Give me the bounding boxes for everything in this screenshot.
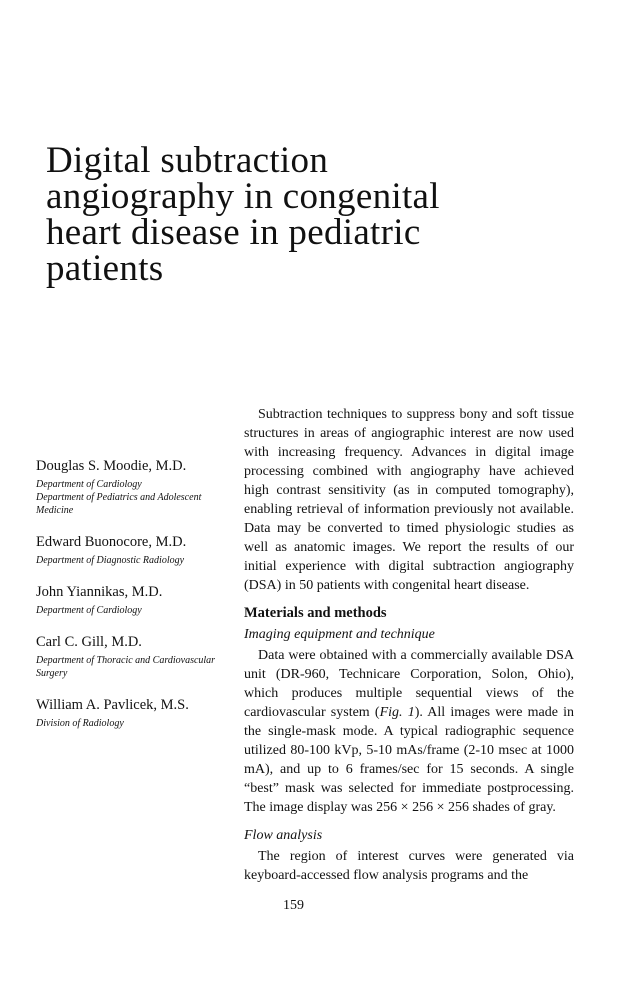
- author-affiliation: Department of Cardiology: [36, 605, 142, 616]
- author-name: William A. Pavlicek, M.S.: [36, 697, 189, 713]
- author-name: John Yiannikas, M.D.: [36, 584, 163, 600]
- author-name: Carl C. Gill, M.D.: [36, 634, 142, 650]
- author-affiliation: Department of Pediatrics and Adolescent Medicine: [36, 492, 202, 516]
- methods-text: ). All images were made in the single-mask mode. A typical radiographic sequence utilized 80-100 kVp, 5-10 mAs/frame (2-10 msec at 1000 mA), and up to 6 frames/sec for 15 seconds. A single “best” mask was selected for immediate postprocessing. The image display was 256 × 256 × 256 shades of gray.: [244, 705, 574, 815]
- intro-paragraph: Subtraction techniques to suppress bony and soft tissue structures in areas of angiographic interest are now used with increasing frequency. Advances in digital image processing combined with angiography have achieved high contrast sensitivity (as in computed tomography), enabling retrieval of information previously not available. Data may be converted to timed physiologic studies as well as anatomic images. We report the results of our initial experience with digital subtraction angiography (DSA) in 50 patients with congenital heart disease.: [244, 407, 574, 593]
- title-line: patients: [46, 247, 164, 289]
- author-affiliation: Department of Thoracic and Cardiovascular Surgery: [36, 655, 216, 679]
- author-affiliation: Department of Cardiology: [36, 479, 142, 490]
- title-line: angiography in congenital: [46, 175, 440, 217]
- methods-paragraph: [244, 646, 574, 817]
- subsection-heading: Imaging equipment and technique: [244, 627, 435, 642]
- author-affiliation: Department of Diagnostic Radiology: [36, 555, 185, 566]
- flow-paragraph: The region of interest curves were generated via keyboard-accessed flow analysis programs and the: [244, 849, 574, 883]
- section-heading: Materials and methods: [244, 605, 387, 621]
- author-block: [36, 583, 236, 617]
- author-name: Edward Buonocore, M.D.: [36, 534, 187, 550]
- author-list: [36, 457, 236, 746]
- title-line: heart disease in pediatric: [46, 211, 421, 253]
- author-block: [36, 457, 236, 517]
- author-block: [36, 533, 236, 567]
- body-column: [244, 405, 574, 885]
- author-name: Douglas S. Moodie, M.D.: [36, 458, 187, 474]
- author-affiliation: Division of Radiology: [36, 718, 124, 729]
- methods-text: Data were obtained with a commercially available DSA unit (DR-960, Technicare Corporation, Solon, Ohio), which produces multiple sequential views of the cardiovascular system (: [244, 648, 574, 720]
- subsection-heading: Flow analysis: [244, 828, 323, 843]
- author-block: [36, 633, 236, 680]
- page-number: 159: [283, 898, 304, 913]
- article-title: [46, 139, 566, 289]
- author-block: [36, 696, 236, 730]
- figure-reference: Fig. 1: [379, 705, 415, 720]
- title-line: Digital subtraction: [46, 139, 329, 181]
